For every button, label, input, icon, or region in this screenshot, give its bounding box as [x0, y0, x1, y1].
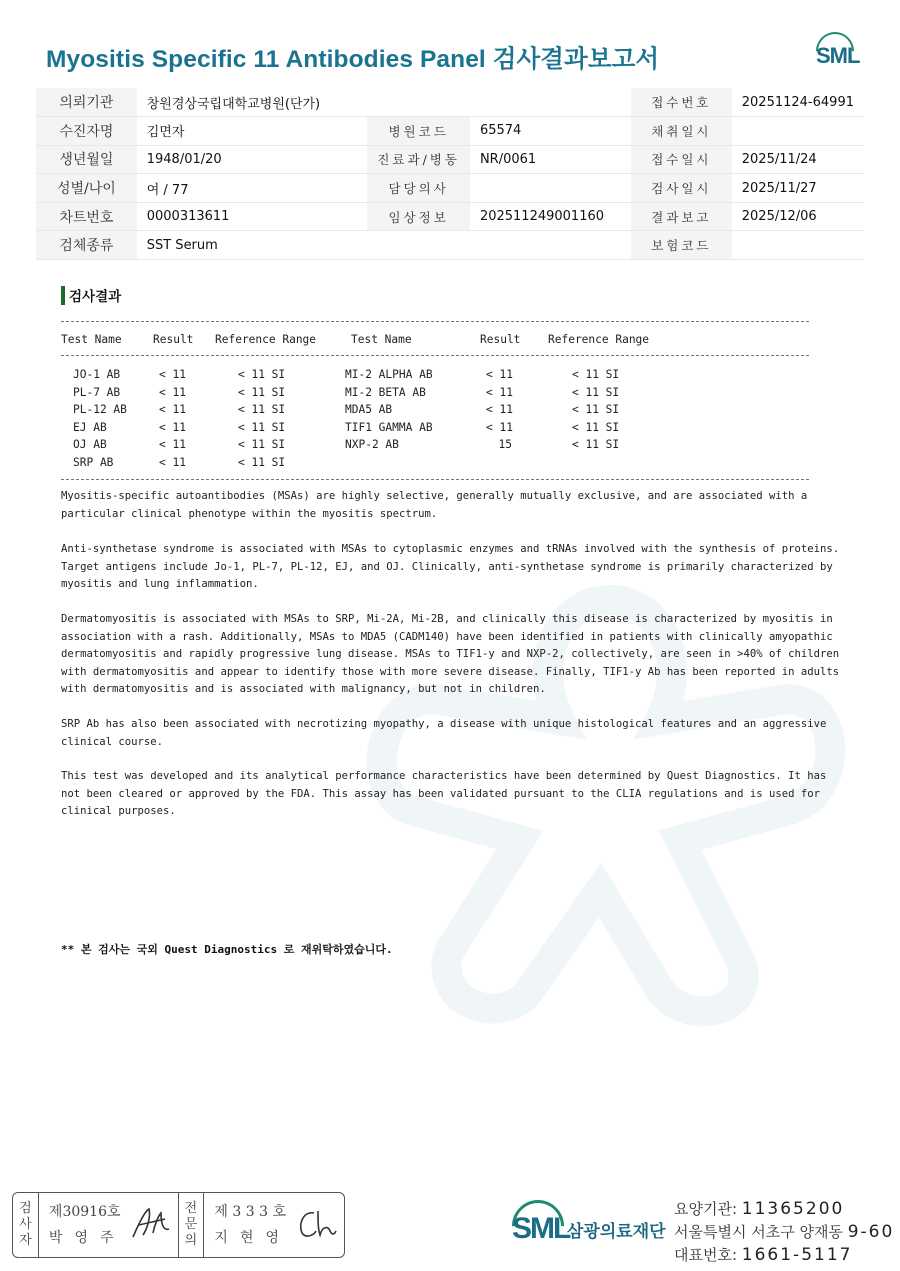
info-value: [470, 174, 631, 203]
info-label: 성별/나이: [36, 174, 137, 203]
info-row: [36, 88, 864, 117]
info-value: 20251124-64991: [732, 88, 864, 117]
info-value: 0000313611: [137, 202, 368, 231]
section-bar: [61, 286, 65, 305]
result-test-name: MI-2 BETA AB: [345, 385, 426, 399]
organization-name: 삼광의료재단: [567, 1222, 666, 1242]
result-test-name: MDA5 AB: [345, 403, 393, 416]
comment-paragraph: [61, 611, 840, 699]
signature-stamp: [12, 1192, 345, 1258]
info-label: 접수일시: [631, 145, 732, 174]
info-value: 2025/12/06: [732, 202, 864, 231]
result-test-name: JO-1 AB: [73, 368, 121, 381]
result-reference-range: < 11 SI: [238, 438, 286, 451]
comment-line: Target antigens include Jo-1, PL-7, PL-12, EJ, and OJ. Clinically, anti-synthetase syndrome is primarily characterized by: [61, 560, 833, 573]
sml-logo: SML: [806, 28, 864, 78]
result-reference-range: < 11 SI: [238, 420, 286, 434]
col-header-test-name: Test Name: [61, 333, 122, 346]
comment-line: with dermatomyositis and is associated with malignancy, but not in children.: [61, 683, 546, 695]
results-section-heading: 검사결과: [61, 285, 121, 305]
result-test-name: OJ AB: [73, 438, 107, 451]
divider: [61, 321, 809, 322]
result-test-name: PL-7 AB: [73, 385, 121, 399]
comment-line: Anti-synthetase syndrome is associated with MSAs to cytoplasmic enzymes and tRNAs involved with the synthesis of proteins.: [61, 543, 840, 555]
comment-line: dermatomyositis and rapidly progressive lung disease. MSAs to TIF1-y and NXP-2, collectively, are seen in >40% of children: [61, 648, 840, 660]
comment-paragraph: [61, 716, 827, 751]
info-label: 생년월일: [36, 145, 137, 174]
info-label: 차트번호: [36, 202, 137, 231]
info-value: 202511249001160: [470, 202, 631, 231]
report-title: Myositis Specific 11 Antibodies Panel 검사결과보고서: [46, 46, 660, 73]
examiner-label: 검 사 자: [13, 1193, 39, 1257]
info-value: SST Serum: [137, 231, 631, 260]
address: 서울특별시 서초구 양재동 9-60: [674, 1222, 895, 1242]
result-value: < 11: [159, 385, 186, 399]
divider: [61, 479, 809, 480]
result-value: < 11: [159, 455, 186, 469]
comment-line: clinical purposes.: [61, 805, 176, 817]
result-value: 15: [498, 438, 512, 451]
info-value: 창원경상국립대학교병원(단가): [137, 88, 631, 117]
result-test-name: PL-12 AB: [73, 403, 127, 416]
info-label: 임상정보: [367, 202, 470, 231]
info-label: 접수번호: [631, 88, 732, 117]
result-value: < 11: [486, 385, 513, 399]
comment-line: SRP Ab has also been associated with necrotizing myopathy, a disease with unique histological features and an aggressive: [61, 718, 827, 730]
info-label: 병원코드: [367, 117, 470, 146]
sml-footer-logo: SML: [508, 1198, 568, 1258]
result-test-name: SRP AB: [73, 455, 114, 469]
info-value: 김면자: [137, 117, 368, 146]
result-test-name: NXP-2 AB: [345, 438, 399, 451]
phone: 대표번호: 1661-5117: [674, 1245, 853, 1265]
result-value: < 11: [486, 368, 513, 381]
comment-paragraph: [61, 768, 827, 821]
divider: [61, 355, 809, 356]
examiner-signature-icon: [129, 1203, 173, 1243]
comment-line: Dermatomyositis is associated with MSAs to SRP, Mi-2A, Mi-2B, and clinically this disease is characterized by myositis in: [61, 613, 833, 625]
info-value: [732, 231, 864, 260]
info-value: 여 / 77: [137, 174, 368, 203]
comment-line: not been cleared or approved by the FDA. This assay has been validated pursuant to the CLIA regulations and is used for: [61, 787, 820, 800]
result-reference-range: < 11 SI: [572, 368, 620, 381]
result-test-name: MI-2 ALPHA AB: [345, 368, 433, 381]
comment-line: with dermatomyositis and appear to identify those with more severe disease. Finally, TIF1-y Ab has been reported in adults: [61, 665, 840, 678]
info-value: NR/0061: [470, 145, 631, 174]
institution-code: 요양기관: 11365200: [674, 1199, 845, 1219]
col-header-test-name-2: Test Name: [351, 333, 412, 346]
result-test-name: EJ AB: [73, 420, 107, 434]
result-reference-range: < 11 SI: [238, 455, 286, 469]
result-value: < 11: [159, 368, 186, 381]
result-reference-range: < 11 SI: [238, 403, 286, 416]
result-reference-range: < 11 SI: [238, 385, 286, 399]
col-header-reference-range: Reference Range: [215, 333, 317, 346]
examiner-block: [39, 1193, 179, 1257]
result-value: < 11: [159, 438, 186, 451]
info-label: 검사일시: [631, 174, 732, 203]
result-reference-range: < 11 SI: [238, 368, 286, 381]
comment-line: This test was developed and its analytical performance characteristics have been determined by Quest Diagnostics. It has: [61, 770, 827, 782]
col-header-result-2: Result: [480, 333, 521, 346]
result-test-name: TIF1 GAMMA AB: [345, 420, 433, 434]
info-row: [36, 145, 864, 174]
result-value: < 11: [486, 403, 513, 416]
info-label: 검체종류: [36, 231, 137, 260]
result-value: < 11: [486, 420, 513, 434]
specialist-license: 제 3 3 3 호: [214, 1204, 286, 1220]
info-value: 2025/11/24: [732, 145, 864, 174]
specialist-name: 지현영: [214, 1230, 291, 1246]
col-header-reference-range-2: Reference Range: [548, 333, 650, 346]
patient-info-table: [36, 88, 864, 260]
comment-paragraph: [61, 488, 821, 523]
outsourcing-note: ** 본 검사는 국외 Quest Diagnostics 로 재위탁하였습니다.: [61, 943, 393, 956]
info-label: 수진자명: [36, 117, 137, 146]
examiner-name: 박영주: [48, 1230, 126, 1246]
info-label: 채취일시: [631, 117, 732, 146]
result-reference-range: < 11 SI: [572, 403, 620, 416]
specialist-signature-icon: [294, 1203, 338, 1243]
comment-line: particular clinical phenotype within the myositis spectrum.: [61, 507, 438, 520]
info-row: [36, 117, 864, 146]
result-reference-range: < 11 SI: [572, 420, 620, 434]
result-reference-range: < 11 SI: [572, 438, 620, 451]
info-label: 보험코드: [631, 231, 732, 260]
info-value: [732, 117, 864, 146]
comment-line: Myositis-specific autoantibodies (MSAs) are highly selective, generally mutually exclusive, and are associated with a: [61, 490, 808, 502]
info-label: 담당의사: [367, 174, 470, 203]
info-value: 1948/01/20: [137, 145, 368, 174]
result-value: < 11: [159, 420, 186, 434]
specialist-label: 전 문 의: [179, 1193, 205, 1257]
info-label: 결과보고: [631, 202, 732, 231]
info-value: 65574: [470, 117, 631, 146]
comment-line: myositis and lung inflammation.: [61, 578, 259, 590]
specialist-block: [204, 1193, 344, 1257]
comment-line: clinical course.: [61, 735, 164, 748]
info-row: [36, 202, 864, 231]
result-value: < 11: [159, 403, 186, 416]
comment-paragraph: [61, 541, 840, 594]
info-row: [36, 231, 864, 260]
info-label: 의뢰기관: [36, 88, 137, 117]
examiner-license: 제30916호: [48, 1204, 121, 1220]
col-header-result: Result: [153, 333, 194, 346]
info-value: 2025/11/27: [732, 174, 864, 203]
info-label: 진료과/병동: [367, 145, 470, 174]
comment-line: association with a rash. Additionally, MSAs to MDA5 (CADM140) have been identified in patients with clinically amyopathic: [61, 630, 833, 643]
result-reference-range: < 11 SI: [572, 385, 620, 399]
info-row: [36, 174, 864, 203]
